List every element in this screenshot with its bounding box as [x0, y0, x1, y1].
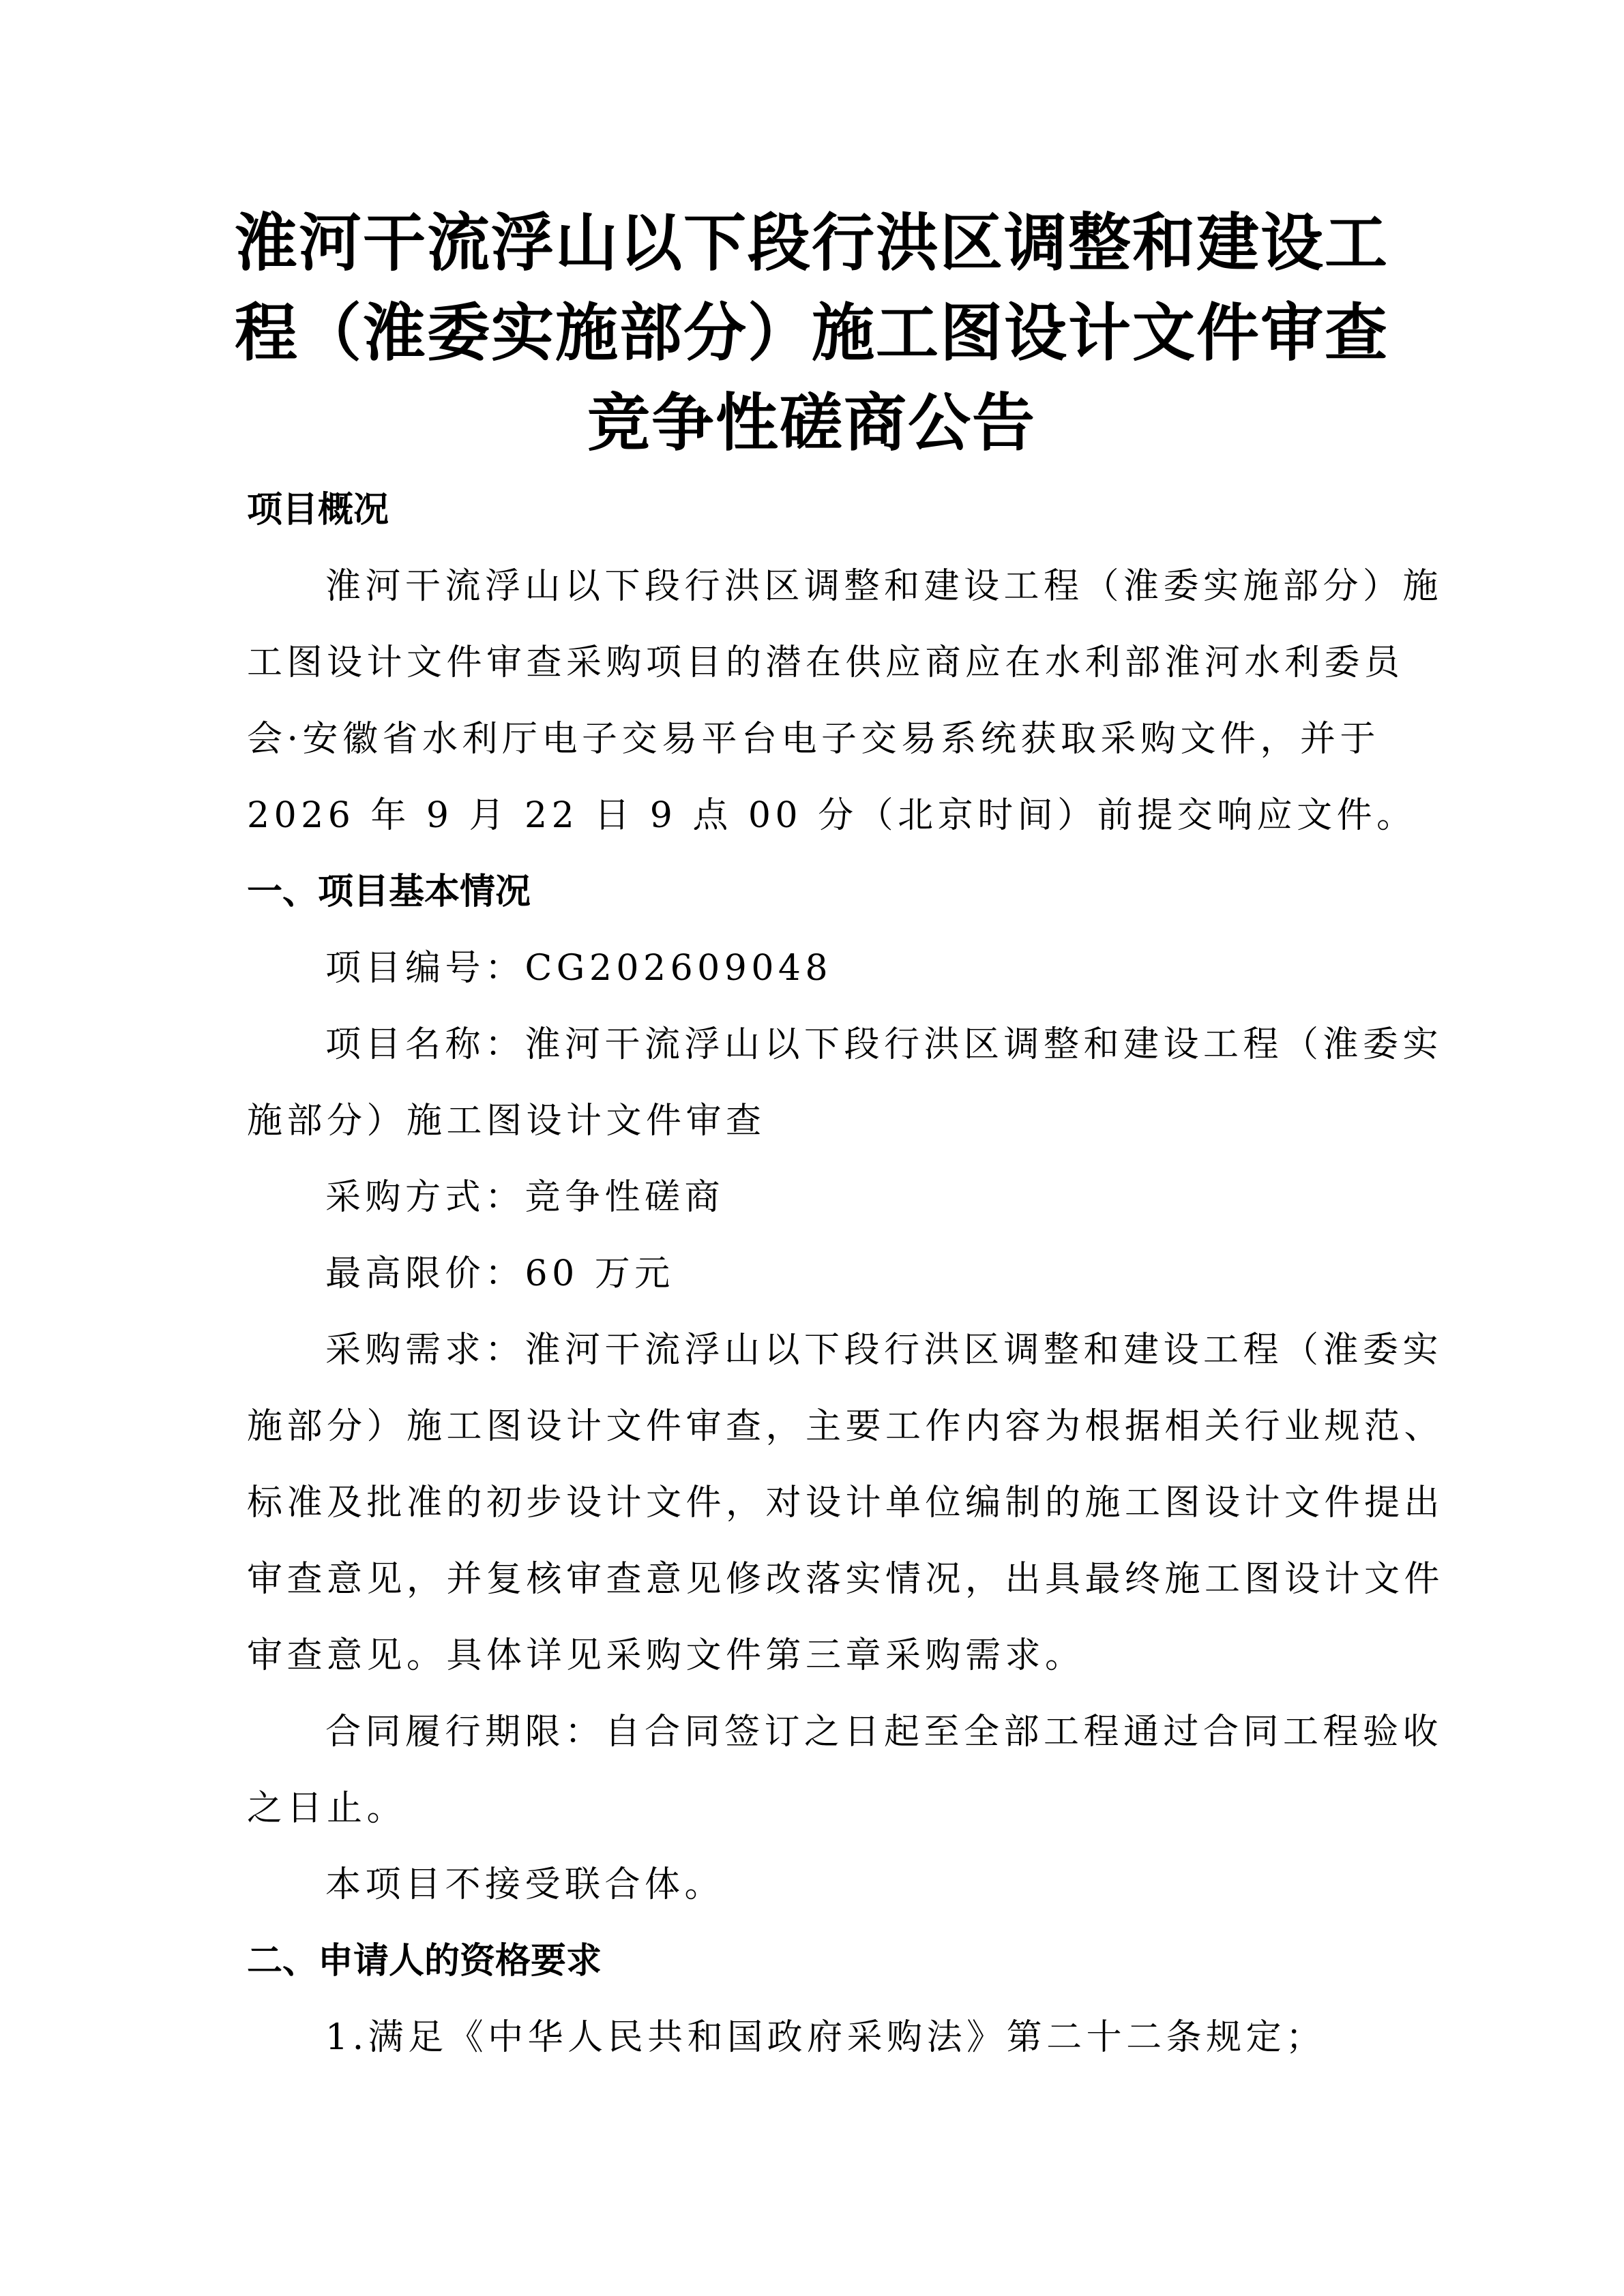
max-price [247, 1236, 1386, 1312]
title-line-3: 竞争性磋商公告 [587, 386, 1036, 460]
contract-period-line: 合同履行期限：自合同签订之日起至全部工程通过合同工程验收 [325, 1712, 1443, 1753]
project-number-line: 项目编号：CG202609048 [325, 948, 833, 989]
contract-period-line: 之日止。 [247, 1788, 407, 1829]
title-line-1: 淮河干流浮山以下段行洪区调整和建设工 [234, 206, 1389, 280]
contract-period [247, 1694, 1443, 1847]
demand-line: 审查意见，并复核审查意见修改落实情况，出具最终施工图设计文件 [247, 1559, 1445, 1600]
announcement-title [232, 198, 1391, 468]
project-name [247, 1007, 1443, 1159]
demand-line: 审查意见。具体详见采购文件第三章采购需求。 [247, 1635, 1085, 1676]
section-2-heading: 二、申请人的资格要求 [247, 1941, 602, 1982]
qualification-line: 1.满足《中华人民共和国政府采购法》第二十二条规定； [325, 2017, 1326, 2058]
project-name-line: 施部分）施工图设计文件审查 [247, 1101, 766, 1142]
overview-line: 淮河干流浮山以下段行洪区调整和建设工程（淮委实施部分）施 [325, 566, 1443, 607]
qualification-item-1 [247, 1999, 1386, 2076]
section-1-heading: 一、项目基本情况 [247, 871, 531, 912]
overview-heading: 项目概况 [247, 490, 389, 531]
overview-line: 工图设计文件审查采购项目的潜在供应商应在水利部淮河水利委员 [247, 642, 1404, 683]
project-number [247, 930, 1386, 1007]
procurement-demand [247, 1312, 1445, 1694]
title-line-2: 程（淮委实施部分）施工图设计文件审查 [234, 296, 1389, 370]
procurement-method-line: 采购方式：竞争性磋商 [325, 1177, 725, 1218]
max-price-line: 最高限价：60 万元 [325, 1253, 675, 1294]
document-body [247, 472, 1445, 2076]
procurement-method [247, 1159, 1386, 1236]
project-name-line: 项目名称：淮河干流浮山以下段行洪区调整和建设工程（淮委实 [325, 1024, 1443, 1065]
overview-paragraph [247, 548, 1443, 854]
demand-line: 采购需求：淮河干流浮山以下段行洪区调整和建设工程（淮委实 [325, 1330, 1443, 1371]
consortium-line: 本项目不接受联合体。 [325, 1864, 725, 1905]
overview-line: 2026 年 9 月 22 日 9 点 00 分（北京时间）前提交响应文件。 [247, 795, 1417, 836]
demand-line: 标准及批准的初步设计文件，对设计单位编制的施工图设计文件提出 [247, 1482, 1445, 1523]
consortium-note [247, 1847, 1386, 1923]
demand-line: 施部分）施工图设计文件审查，主要工作内容为根据相关行业规范、 [247, 1406, 1445, 1447]
overview-line: 会·安徽省水利厅电子交易平台电子交易系统获取采购文件，并于 [247, 719, 1381, 760]
